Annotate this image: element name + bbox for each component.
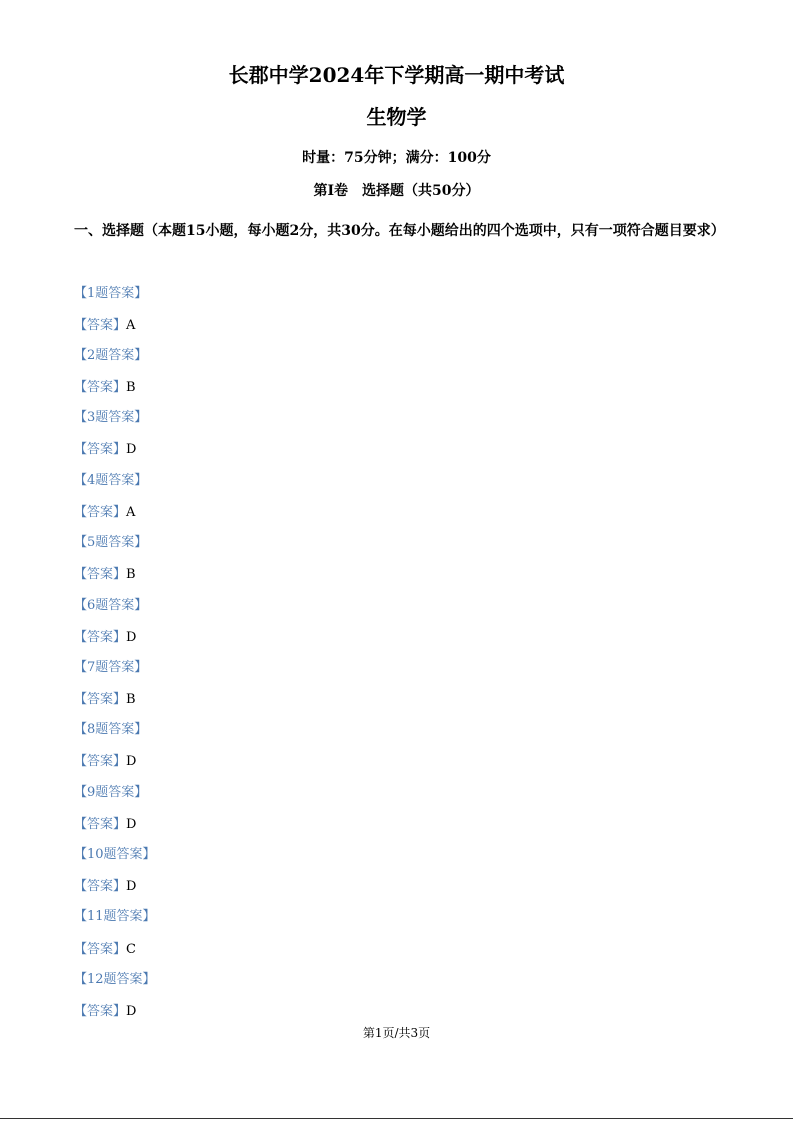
answer-line (74, 691, 136, 709)
question-label: 【2题答案】 (74, 348, 148, 363)
answer-line (74, 504, 135, 522)
question-label: 【9题答案】 (74, 785, 148, 800)
answer-prefix: 【答案】 (74, 942, 127, 957)
answer-prefix: 【答案】 (74, 879, 127, 894)
question-label: 【8题答案】 (74, 722, 148, 737)
exam-title: 长郡中学2024年下学期高一期中考试 (228, 63, 565, 87)
answer-line (74, 1003, 136, 1021)
section-instructions: 一、选择题（本题15小题，每小题2分，共30分。在每小题给出的四个选项中，只有一项符合题目要求） (74, 223, 725, 239)
subject-title: 生物学 (366, 105, 427, 129)
answer-value: D (126, 879, 137, 894)
answer-value: A (126, 505, 136, 520)
answer-line (74, 317, 135, 335)
answer-line (74, 816, 136, 834)
answer-value: D (126, 1004, 137, 1019)
question-label: 【4题答案】 (74, 473, 148, 488)
answer-value: D (126, 630, 137, 645)
answer-line (74, 753, 136, 771)
answer-line (74, 941, 136, 959)
answer-value: D (126, 754, 137, 769)
answer-value: D (126, 442, 137, 457)
question-label: 【10题答案】 (74, 847, 156, 862)
answer-prefix: 【答案】 (74, 1004, 127, 1019)
answer-prefix: 【答案】 (74, 754, 127, 769)
answer-line (74, 441, 136, 459)
answer-prefix: 【答案】 (74, 505, 127, 520)
page-bottom-divider (0, 1118, 793, 1119)
question-label: 【11题答案】 (74, 909, 156, 924)
section-heading (0, 181, 793, 201)
answer-value: C (126, 942, 136, 957)
question-label: 【1题答案】 (74, 286, 148, 301)
exam-meta: 时量：75分钟；满分：100分 (302, 150, 491, 166)
answer-value: B (126, 380, 136, 395)
answer-prefix: 【答案】 (74, 318, 127, 333)
answer-value: A (126, 318, 136, 333)
answer-value: B (126, 567, 136, 582)
section-title: 选择题（共50分） (362, 183, 480, 199)
answer-value: B (126, 692, 136, 707)
answer-prefix: 【答案】 (74, 630, 127, 645)
question-label: 【3题答案】 (74, 410, 148, 425)
answer-prefix: 【答案】 (74, 817, 127, 832)
answer-line (74, 566, 136, 584)
answer-line (74, 878, 136, 896)
page-footer: 第1页/共3页 (362, 1026, 431, 1040)
answer-prefix: 【答案】 (74, 567, 127, 582)
question-label: 【6题答案】 (74, 598, 148, 613)
answer-line (74, 629, 136, 647)
section-label: 第Ⅰ卷 (313, 183, 349, 199)
answer-line (74, 379, 136, 397)
question-label: 【5题答案】 (74, 535, 148, 550)
answer-prefix: 【答案】 (74, 380, 127, 395)
answer-value: D (126, 817, 137, 832)
answer-prefix: 【答案】 (74, 442, 127, 457)
question-label: 【7题答案】 (74, 660, 148, 675)
answer-prefix: 【答案】 (74, 692, 127, 707)
question-label: 【12题答案】 (74, 972, 156, 987)
